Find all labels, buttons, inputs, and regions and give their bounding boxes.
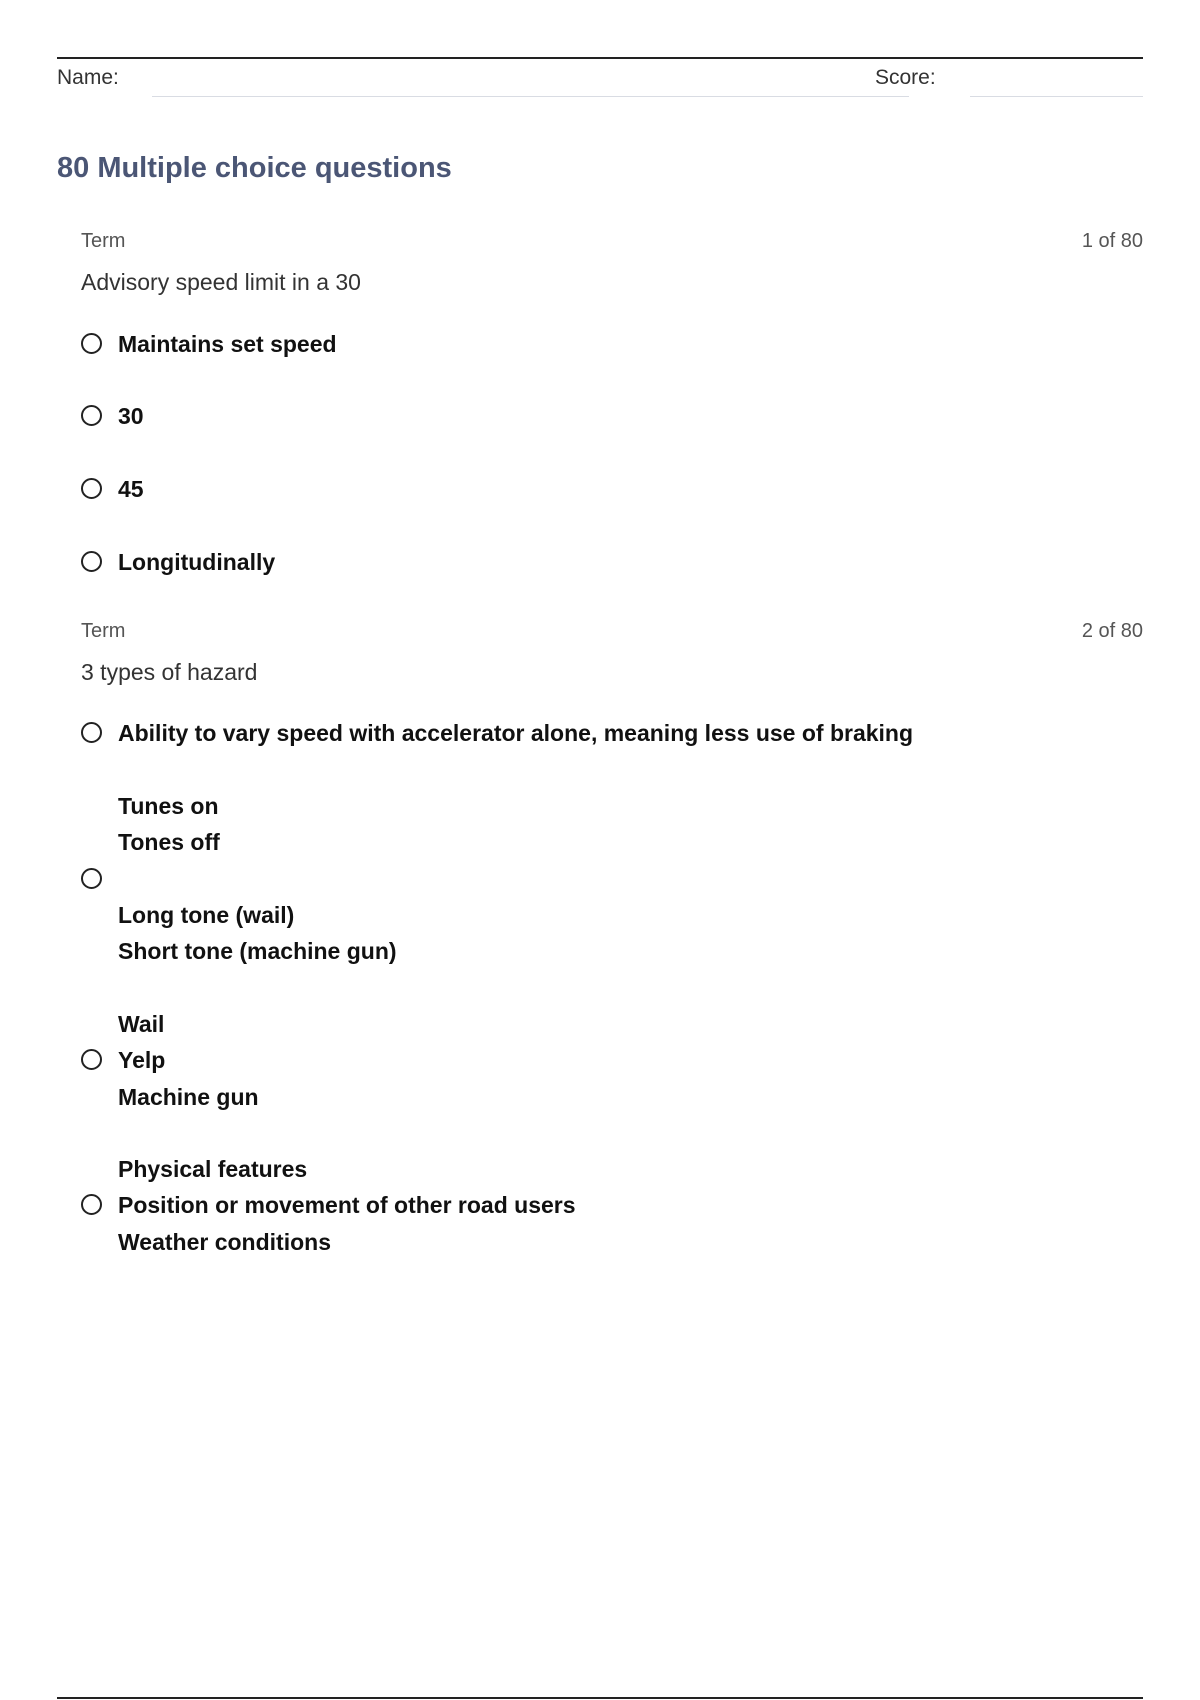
option-text: Position or movement of other road users xyxy=(118,1192,576,1218)
name-field[interactable] xyxy=(152,96,909,97)
term-label: Term xyxy=(81,620,126,642)
question-prompt: Advisory speed limit in a 30 xyxy=(81,269,361,295)
radio-button[interactable] xyxy=(81,405,102,426)
option-text: Long tone (wail) xyxy=(118,902,295,928)
question-meta xyxy=(81,620,1143,646)
question-card xyxy=(81,620,1143,1270)
option-text: Weather conditions xyxy=(118,1229,331,1255)
radio-button[interactable] xyxy=(81,1049,102,1070)
score-label: Score: xyxy=(875,66,936,89)
question-meta xyxy=(81,230,1143,256)
option-text: Yelp xyxy=(118,1047,166,1073)
option-text: 45 xyxy=(118,476,144,502)
header-row xyxy=(57,62,1143,98)
score-field[interactable] xyxy=(970,96,1143,97)
question-counter: 2 of 80 xyxy=(1081,620,1143,642)
name-label: Name: xyxy=(57,66,119,89)
option-text: Wail xyxy=(118,1011,165,1037)
option-text: Short tone (machine gun) xyxy=(118,938,397,964)
option-text: Longitudinally xyxy=(118,549,276,575)
radio-button[interactable] xyxy=(81,478,102,499)
term-label: Term xyxy=(81,230,126,252)
question-prompt: 3 types of hazard xyxy=(81,659,258,685)
option-text: 30 xyxy=(118,403,144,429)
radio-button[interactable] xyxy=(81,333,102,354)
option-text: Physical features xyxy=(118,1156,308,1182)
section-title: 80 Multiple choice questions xyxy=(57,152,452,184)
question-counter: 1 of 80 xyxy=(1081,230,1143,252)
radio-button[interactable] xyxy=(81,868,102,889)
option-text: Machine gun xyxy=(118,1084,259,1110)
option-text: Ability to vary speed with accelerator alone, meaning less use of braking xyxy=(118,720,914,746)
top-rule xyxy=(57,57,1143,59)
quiz-page xyxy=(57,0,1143,1700)
option-text: Tones off xyxy=(118,829,220,855)
question-card xyxy=(81,230,1143,580)
radio-button[interactable] xyxy=(81,1194,102,1215)
option-text: Tunes on xyxy=(118,793,219,819)
bottom-rule xyxy=(57,1697,1143,1699)
radio-button[interactable] xyxy=(81,722,102,743)
option-text: Maintains set speed xyxy=(118,331,337,357)
radio-button[interactable] xyxy=(81,551,102,572)
